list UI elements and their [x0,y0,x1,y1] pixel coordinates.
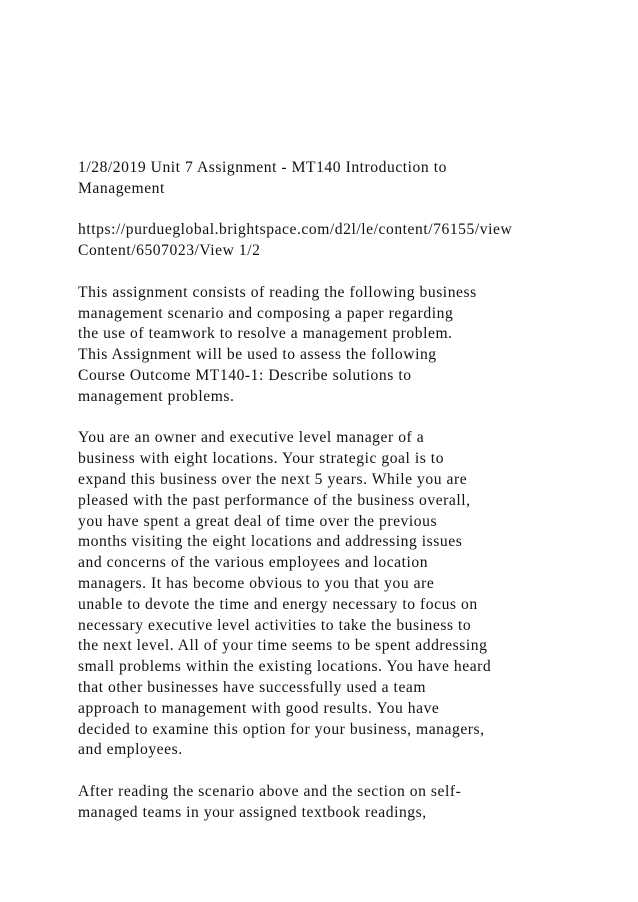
url-paragraph [78,220,578,262]
scenario-paragraph [78,428,578,761]
header-line: 1/28/2019 Unit 7 Assignment - MT140 Introduction to [78,159,447,176]
instructions-line: managed teams in your assigned textbook readings, [78,803,427,821]
scenario-line: managers. It has become obvious to you that you are [78,574,435,592]
document-body [78,158,578,844]
scenario-line: approach to management with good results. You have [78,699,440,717]
intro-line: This Assignment will be used to assess the following [78,346,437,364]
scenario-line: that other businesses have successfully used a team [78,678,427,696]
scenario-line: business with eight locations. Your strategic goal is to [78,450,445,468]
intro-line: management problems. [78,387,235,405]
intro-line: management scenario and composing a paper regarding [78,304,454,322]
scenario-line: the next level. All of your time seems to be spent addressing [78,637,488,655]
url-line: Content/6507023/View 1/2 [78,242,261,260]
instructions-paragraph [78,782,578,824]
scenario-line: and employees. [78,741,183,759]
scenario-line: months visiting the eight locations and addressing issues [78,533,463,551]
header-paragraph [78,158,578,200]
scenario-line: necessary executive level activities to take the business to [78,616,472,634]
intro-line: the use of teamwork to resolve a management problem. [78,325,453,343]
intro-line: Course Outcome MT140-1: Describe solutions to [78,366,412,384]
scenario-line: expand this business over the next 5 years. While you are [78,470,468,488]
header-line: Management [78,179,165,197]
scenario-line: decided to examine this option for your business, managers, [78,720,485,738]
intro-paragraph [78,283,578,408]
intro-line: This assignment consists of reading the following business [78,283,477,301]
scenario-line: small problems within the existing locations. You have heard [78,658,492,676]
instructions-line: After reading the scenario above and the section on self- [78,782,462,800]
scenario-line: unable to devote the time and energy necessary to focus on [78,595,478,613]
scenario-line: you have spent a great deal of time over the previous [78,512,438,530]
scenario-line: You are an owner and executive level manager of a [78,429,425,447]
scenario-line: and concerns of the various employees and location [78,554,429,572]
scenario-line: pleased with the past performance of the business overall, [78,491,471,509]
url-line: https://purdueglobal.brightspace.com/d2l/le/content/76155/view [78,221,513,239]
